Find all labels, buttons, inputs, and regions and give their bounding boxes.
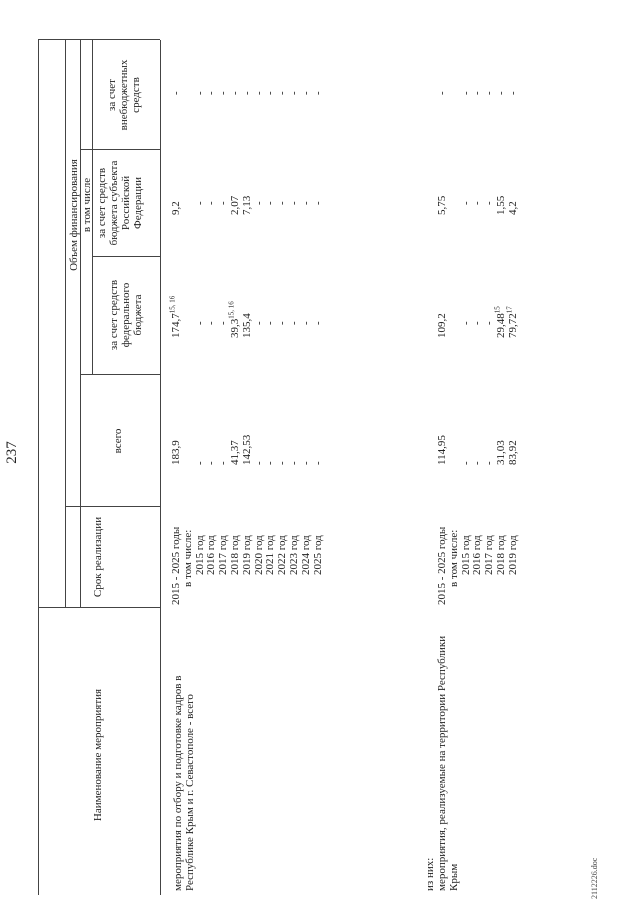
block2-row-0-cell-total: 114,95 bbox=[436, 435, 448, 465]
block1-row-5-cell-federal: 39,3$^{15, 16}$ bbox=[227, 301, 241, 338]
rule-federal-regional bbox=[92, 256, 160, 257]
block1-row-4-cell-extra: - bbox=[217, 91, 230, 95]
block1-row-7-cell-federal: - bbox=[252, 321, 265, 325]
block2-row-3-cell-federal: - bbox=[471, 321, 484, 325]
block2-row-2-cell-extra: - bbox=[459, 91, 472, 95]
header-rule-top bbox=[38, 40, 39, 895]
block2-row-3-cell-regional: - bbox=[471, 201, 484, 205]
block2-prefix: из них: bbox=[424, 857, 436, 891]
block2-row-6-cell-period: 2019 год bbox=[506, 535, 519, 575]
block2-row-5-cell-federal: 29,48$^{15}$ bbox=[493, 306, 507, 338]
block2-row-4-cell-total: - bbox=[483, 461, 496, 465]
block1-row-7-cell-period: 2020 год bbox=[252, 535, 265, 575]
block1-row-3-cell-period: 2016 год bbox=[205, 535, 218, 575]
block1-row-6-cell-regional: 7,13 bbox=[240, 195, 253, 215]
block2-row-2-cell-period: 2015 год bbox=[459, 535, 472, 575]
block1-row-6-cell-total: 142,53 bbox=[240, 434, 253, 465]
block1-row-5-cell-regional: 2,07 bbox=[229, 195, 241, 215]
block1-row-11-cell-total: - bbox=[299, 461, 312, 465]
block1-row-2-cell-federal: - bbox=[193, 321, 206, 325]
block2-row-0-cell-regional: 5,75 bbox=[436, 195, 448, 215]
block1-row-11-cell-period: 2024 год bbox=[299, 535, 312, 575]
block1-row-3-cell-regional: - bbox=[205, 201, 218, 205]
block2-name: мероприятия, реализуемые на территории Республики Крым bbox=[436, 635, 460, 891]
block1-row-10-cell-extra: - bbox=[288, 91, 300, 95]
block1-row-7-cell-total: - bbox=[252, 461, 265, 465]
block1-row-4-cell-period: 2017 год bbox=[217, 535, 230, 575]
block1-row-7-cell-regional: - bbox=[252, 201, 265, 205]
header-funding: Объем финансирования bbox=[68, 159, 80, 271]
header-rule-name bbox=[160, 40, 161, 895]
header-extrabudget: за счет внебюджетных средств bbox=[106, 59, 142, 131]
block1-row-12-cell-federal: - bbox=[311, 321, 324, 325]
header-rule-period bbox=[65, 40, 66, 608]
block1-row-3-cell-extra: - bbox=[205, 91, 218, 95]
footnote-ref: 15, 16 bbox=[227, 301, 236, 319]
footnote-ref: 15 bbox=[493, 306, 502, 314]
block1-row-11-cell-federal: - bbox=[299, 321, 312, 325]
block1-row-10-cell-total: - bbox=[288, 461, 300, 465]
block1-name: мероприятия по отбору и подготовке кадров в Республике Крым и г. Севастополе - всего bbox=[172, 675, 196, 891]
block2-row-6-cell-federal: 79,72$^{17}$ bbox=[505, 306, 519, 338]
block1-row-6-cell-period: 2019 год bbox=[240, 535, 253, 575]
block1-row-12-cell-period: 2025 год bbox=[311, 535, 324, 575]
block1-row-1-cell-period: в том числе: bbox=[181, 529, 194, 587]
footnote-ref: 15, 16 bbox=[168, 295, 177, 314]
header-period: Срок реализации bbox=[92, 516, 104, 598]
block1-row-12-cell-extra: - bbox=[311, 91, 324, 95]
block1-row-9-cell-total: - bbox=[276, 461, 289, 465]
header-total: всего bbox=[112, 428, 124, 454]
block2-row-2-cell-regional: - bbox=[459, 201, 472, 205]
block1-row-10-cell-period: 2023 год bbox=[288, 535, 300, 575]
block1-row-5-cell-extra: - bbox=[229, 91, 241, 95]
block1-row-2-cell-period: 2015 год bbox=[193, 535, 206, 575]
block2-row-4-cell-extra: - bbox=[483, 91, 496, 95]
block2-row-4-cell-regional: - bbox=[483, 201, 496, 205]
block1-row-4-cell-total: - bbox=[217, 461, 230, 465]
block2-row-3-cell-period: 2016 год bbox=[471, 535, 484, 575]
block1-row-9-cell-period: 2022 год bbox=[276, 535, 289, 575]
block2-row-4-cell-federal: - bbox=[483, 321, 496, 325]
block2-row-5-cell-regional: 1,55 bbox=[495, 195, 507, 215]
block1-row-4-cell-regional: - bbox=[217, 201, 230, 205]
rule-funding-top bbox=[65, 506, 160, 507]
block1-row-9-cell-federal: - bbox=[276, 321, 289, 325]
block2-row-5-cell-period: 2018 год bbox=[495, 535, 507, 575]
block1-row-12-cell-regional: - bbox=[311, 201, 324, 205]
block1-row-8-cell-total: - bbox=[264, 461, 277, 465]
block1-row-10-cell-federal: - bbox=[288, 321, 300, 325]
block1-row-4-cell-federal: - bbox=[217, 321, 230, 325]
block1-row-8-cell-regional: - bbox=[264, 201, 277, 205]
footnote-ref: 17 bbox=[505, 306, 514, 314]
header-including: в том числе bbox=[81, 177, 93, 233]
block1-row-8-cell-federal: - bbox=[264, 321, 277, 325]
block1-row-10-cell-regional: - bbox=[288, 201, 300, 205]
block1-row-3-cell-total: - bbox=[205, 461, 218, 465]
block2-row-5-cell-extra: - bbox=[495, 91, 507, 95]
rule-name-period bbox=[38, 607, 160, 608]
block1-row-9-cell-extra: - bbox=[276, 91, 289, 95]
block1-row-5-cell-period: 2018 год bbox=[229, 535, 241, 575]
block1-row-7-cell-extra: - bbox=[252, 91, 265, 95]
block1-row-3-cell-federal: - bbox=[205, 321, 218, 325]
block1-row-0-cell-extra: - bbox=[170, 91, 182, 95]
rule-total-federal bbox=[80, 374, 160, 375]
footer-code: 2112226.doc bbox=[590, 857, 599, 899]
block1-row-8-cell-extra: - bbox=[264, 91, 277, 95]
block2-row-6-cell-regional: 4,2 bbox=[506, 201, 519, 215]
block1-row-11-cell-extra: - bbox=[299, 91, 312, 95]
block2-row-5-cell-total: 31,03 bbox=[495, 440, 507, 465]
block1-row-11-cell-regional: - bbox=[299, 201, 312, 205]
block2-row-0-cell-extra: - bbox=[436, 91, 448, 95]
header-regional: за счет средств бюджета субъекта Российской Федерации bbox=[96, 160, 144, 246]
block1-row-6-cell-extra: - bbox=[240, 91, 253, 95]
block1-row-0-cell-regional: 9,2 bbox=[170, 201, 182, 215]
block1-row-0-cell-federal: 174,7$^{15, 16}$ bbox=[168, 295, 182, 338]
block2-row-2-cell-total: - bbox=[459, 461, 472, 465]
block2-row-3-cell-extra: - bbox=[471, 91, 484, 95]
header-federal: за счет средств федерального бюджета bbox=[108, 279, 144, 351]
block2-row-2-cell-federal: - bbox=[459, 321, 472, 325]
block2-row-6-cell-total: 83,92 bbox=[506, 440, 519, 465]
block2-row-1-cell-period: в том числе: bbox=[447, 529, 460, 587]
block1-row-12-cell-total: - bbox=[311, 461, 324, 465]
block1-row-6-cell-federal: 135,4 bbox=[240, 313, 253, 338]
block2-row-4-cell-period: 2017 год bbox=[483, 535, 496, 575]
rule-extra-end bbox=[38, 39, 160, 40]
block2-row-0-cell-period: 2015 - 2025 годы bbox=[436, 526, 448, 605]
block1-row-2-cell-regional: - bbox=[193, 201, 206, 205]
block1-row-9-cell-regional: - bbox=[276, 201, 289, 205]
header-name: Наименование мероприятия bbox=[92, 688, 104, 822]
block1-row-8-cell-period: 2021 год bbox=[264, 535, 277, 575]
block1-row-2-cell-total: - bbox=[193, 461, 206, 465]
block1-row-5-cell-total: 41,37 bbox=[229, 440, 241, 465]
block2-row-3-cell-total: - bbox=[471, 461, 484, 465]
block2-row-6-cell-extra: - bbox=[506, 91, 519, 95]
block1-row-0-cell-total: 183,9 bbox=[170, 440, 182, 465]
block1-row-2-cell-extra: - bbox=[193, 91, 206, 95]
block1-row-0-cell-period: 2015 - 2025 годы bbox=[170, 526, 182, 605]
header-rule-funding bbox=[80, 40, 81, 608]
block2-row-0-cell-federal: 109,2 bbox=[436, 313, 448, 338]
page-number: 237 bbox=[4, 441, 20, 464]
